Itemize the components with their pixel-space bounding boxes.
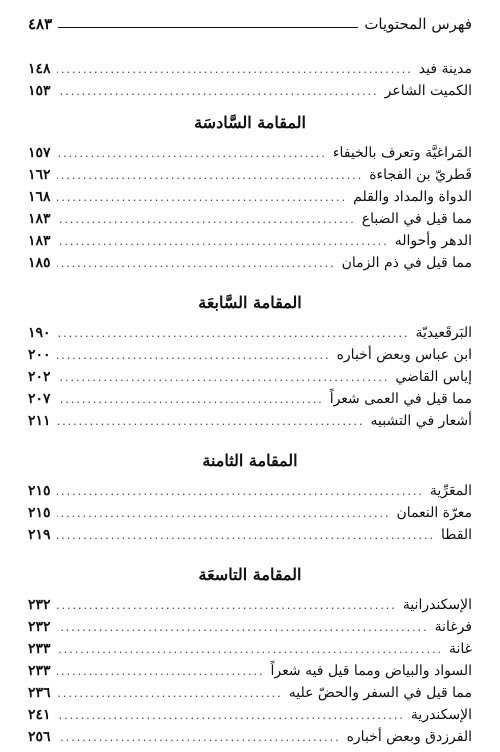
- entry-label: مدينة فيد: [418, 61, 472, 77]
- dot-leader: [57, 323, 410, 345]
- toc-entry: [28, 164, 472, 186]
- entry-label: القطا: [441, 527, 472, 543]
- entry-label: معرّة النعمان: [396, 505, 472, 521]
- toc-entry: [28, 230, 472, 252]
- entry-label: مما قيل في العمى شعراً: [329, 391, 472, 407]
- toc-entry: [28, 142, 472, 164]
- toc-entry: [28, 208, 472, 230]
- entry-label: أشعار في التشبيه: [370, 413, 472, 429]
- dot-leader: [57, 165, 364, 187]
- entry-page-number: ٢٠٢: [28, 369, 51, 385]
- dot-leader: [57, 253, 336, 275]
- dot-leader: [57, 617, 429, 639]
- dot-leader: [57, 367, 390, 389]
- dot-leader: [57, 81, 379, 103]
- toc-entry: [28, 80, 472, 102]
- dot-leader: [57, 683, 283, 705]
- dot-leader: [57, 209, 356, 231]
- header-rule: [58, 27, 358, 28]
- entry-page-number: ٢٣٦: [28, 685, 51, 701]
- entry-label: المعَرِّية: [429, 483, 472, 499]
- entry-label: الفرزدق وبعض أخباره: [346, 729, 472, 745]
- entry-page-number: ٢٣٢: [28, 619, 51, 635]
- entry-label: مما قيل في الضباع: [361, 211, 472, 227]
- dot-leader: [57, 187, 348, 209]
- dot-leader: [57, 411, 365, 433]
- entry-label: إياس القاضي: [395, 369, 472, 385]
- dot-leader: [57, 59, 413, 81]
- entry-label: المَراغيَّة وتعرف بالخيفاء: [332, 145, 472, 161]
- dot-leader: [57, 503, 391, 525]
- dot-leader: [57, 661, 265, 683]
- entry-label: السواد والبياض ومما قيل فيه شعراً: [270, 663, 472, 679]
- entry-page-number: ١٦٢: [28, 167, 51, 183]
- table-of-contents: [28, 58, 472, 748]
- section-title: المقامة السَّابعَة: [198, 293, 302, 312]
- section-title: المقامة السَّادسَة: [194, 113, 306, 132]
- dot-leader: [57, 481, 424, 503]
- section-title: المقامة التاسعَة: [198, 565, 302, 584]
- entry-page-number: ٢١٩: [28, 527, 51, 543]
- entry-label: قَطريّ بن الفجاءة: [369, 167, 472, 183]
- page-number: ٤٨٣: [28, 15, 53, 33]
- entry-label: مما قيل في ذم الزمان: [341, 255, 472, 271]
- dot-leader: [57, 389, 324, 411]
- toc-entry: [28, 616, 472, 638]
- entry-label: ابن عباس وبعض أخباره: [336, 347, 472, 363]
- header-title: فهرس المحتويات: [364, 15, 472, 33]
- toc-entry: [28, 388, 472, 410]
- entry-page-number: ١٩٠: [28, 325, 51, 341]
- section-title: المقامة الثامنة: [202, 451, 298, 470]
- toc-entry: [28, 594, 472, 616]
- entry-page-number: ١٥٧: [28, 145, 51, 161]
- entry-label: الكميت الشاعر: [384, 83, 472, 99]
- toc-entry: [28, 252, 472, 274]
- entry-label: الإسكندرية: [410, 707, 472, 723]
- dot-leader: [57, 345, 331, 367]
- toc-entry: [28, 58, 472, 80]
- page-header: [28, 10, 472, 38]
- entry-label: غانة: [449, 641, 472, 657]
- entry-page-number: ٢٣٢: [28, 597, 51, 613]
- toc-entry: [28, 186, 472, 208]
- toc-entry: [28, 726, 472, 748]
- entry-label: فرغانة: [434, 619, 472, 635]
- entry-page-number: ٢١٥: [28, 505, 51, 521]
- entry-page-number: ٢٠٠: [28, 347, 51, 363]
- toc-entry: [28, 480, 472, 502]
- entry-page-number: ٢٣٣: [28, 663, 51, 679]
- toc-entry: [28, 638, 472, 660]
- entry-page-number: ٢٠٧: [28, 391, 51, 407]
- toc-entry: [28, 322, 472, 344]
- dot-leader: [57, 525, 435, 547]
- toc-entry: [28, 704, 472, 726]
- toc-entry: [28, 410, 472, 432]
- dot-leader: [57, 143, 327, 165]
- entry-label: الدهر وأحواله: [394, 233, 472, 249]
- toc-entry: [28, 344, 472, 366]
- entry-label: الدواة والمداد والقلم: [353, 189, 472, 205]
- dot-leader: [57, 595, 397, 617]
- entry-page-number: ١٨٣: [28, 211, 51, 227]
- entry-page-number: ١٤٨: [28, 61, 51, 77]
- entry-page-number: ٢١٥: [28, 483, 51, 499]
- dot-leader: [57, 639, 443, 661]
- entry-page-number: ١٥٣: [28, 83, 51, 99]
- entry-page-number: ٢٥٦: [28, 729, 51, 745]
- entry-label: مما قيل في السفر والحضّ عليه: [288, 685, 472, 701]
- entry-label: الإسكندرانية: [402, 597, 472, 613]
- dot-leader: [57, 231, 389, 253]
- toc-entry: [28, 682, 472, 704]
- entry-page-number: ٢٤١: [28, 707, 51, 723]
- toc-entry: [28, 502, 472, 524]
- entry-page-number: ٢١١: [28, 413, 51, 429]
- toc-entry: [28, 660, 472, 682]
- entry-page-number: ٢٣٣: [28, 641, 51, 657]
- entry-page-number: ١٨٣: [28, 233, 51, 249]
- entry-page-number: ١٦٨: [28, 189, 51, 205]
- entry-page-number: ١٨٥: [28, 255, 51, 271]
- toc-entry: [28, 366, 472, 388]
- dot-leader: [57, 705, 405, 727]
- toc-entry: [28, 524, 472, 546]
- entry-label: البَرقَعيديّة: [415, 325, 472, 341]
- dot-leader: [57, 727, 341, 749]
